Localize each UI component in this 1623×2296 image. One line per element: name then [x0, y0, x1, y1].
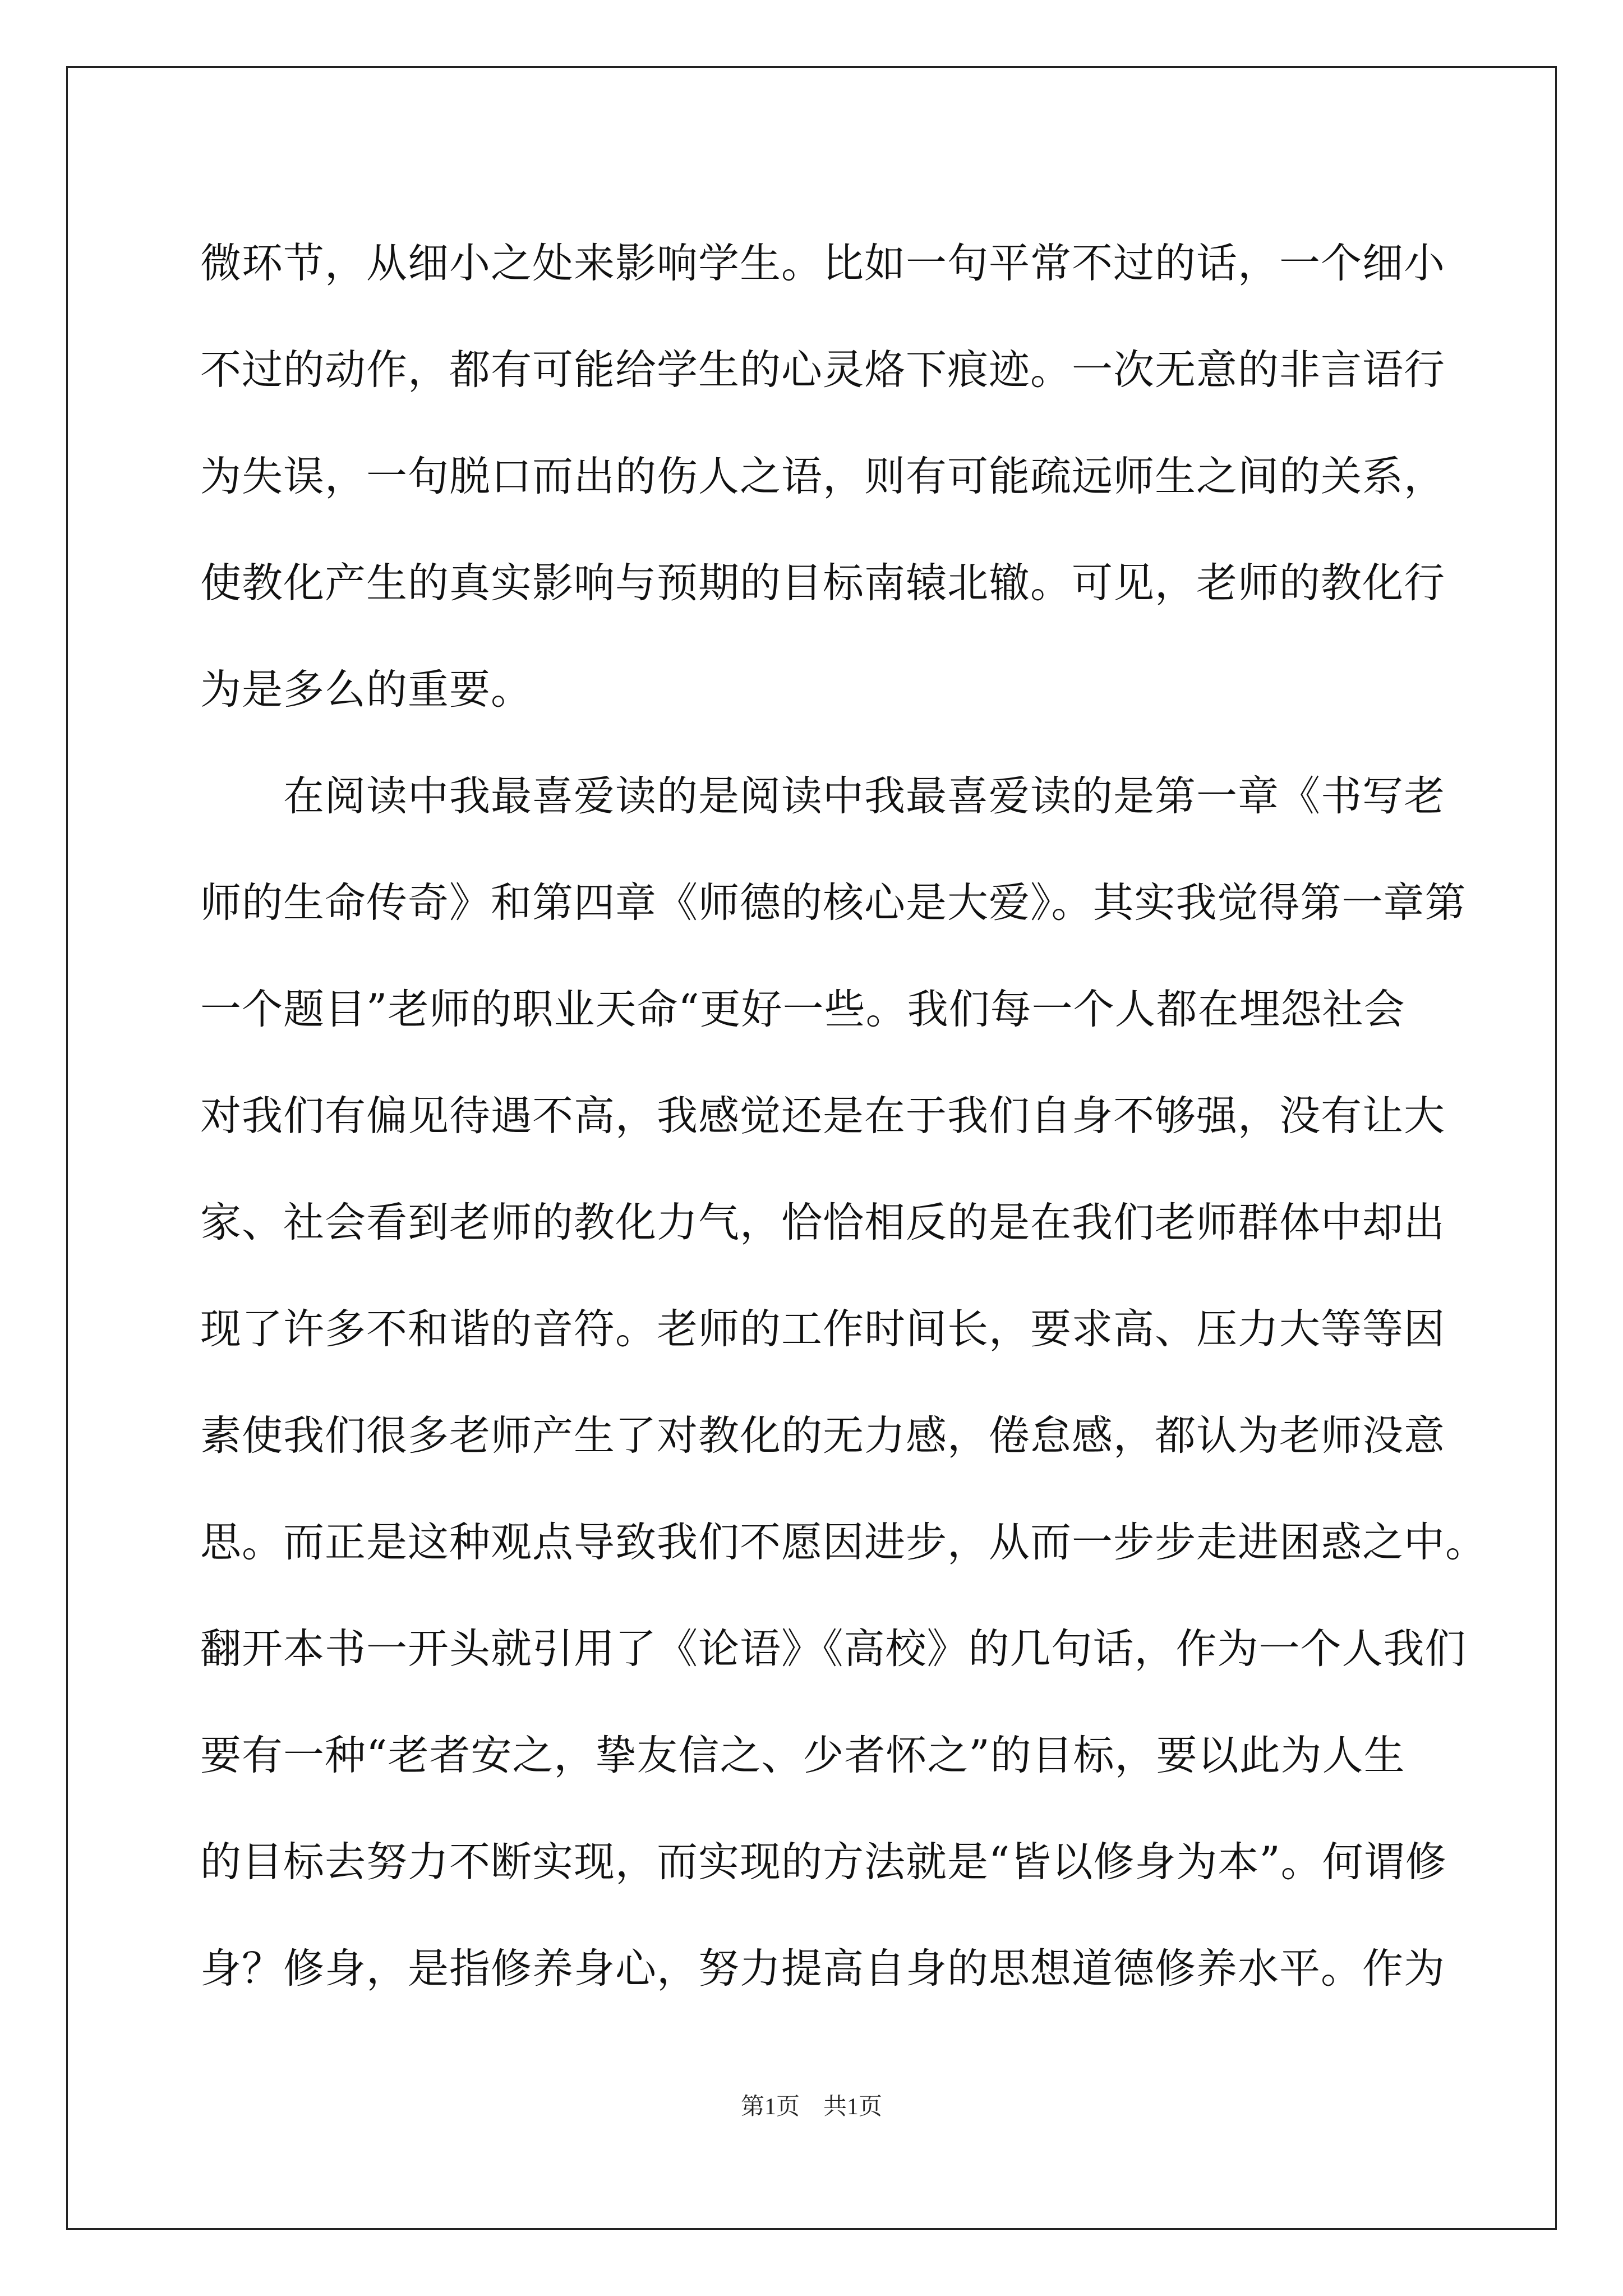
text-line: 为失误，一句脱口而出的伤人之语，则有可能疏远师生之间的关系， [200, 453, 1445, 500]
text-line: 身？修身，是指修养身心，努力提高自身的思想道德修养水平。作为 [200, 1945, 1445, 1993]
text-line: 一个题目”老师的职业天命“更好一些。我们每一个人都在埋怨社会 [200, 986, 1405, 1033]
text-line: 现了许多不和谐的音符。老师的工作时间长，要求高、压力大等等因 [200, 1305, 1445, 1353]
text-line: 思。而正是这种观点导致我们不愿因进步，从而一步步走进困惑之中。 [200, 1519, 1487, 1566]
text-line: 的目标去努力不断实现，而实现的方法就是“皆以修身为本”。何谓修 [200, 1838, 1447, 1886]
text-line: 对我们有偏见待遇不高，我感觉还是在于我们自身不够强，没有让大 [200, 1092, 1445, 1140]
text-line: 素使我们很多老师产生了对教化的无力感，倦怠感，都认为老师没意 [200, 1412, 1445, 1460]
text-line: 使教化产生的真实影响与预期的目标南辕北辙。可见，老师的教化行 [200, 559, 1445, 607]
text-line: 家、社会看到老师的教化力气，恰恰相反的是在我们老师群体中却出 [200, 1199, 1445, 1246]
text-line: 为是多么的重要。 [200, 666, 532, 714]
page-footer: 第1页 共1页 [740, 2094, 882, 2120]
text-line: 师的生命传奇》和第四章《师德的核心是大爱》。其实我觉得第一章第 [200, 879, 1467, 927]
text-line: 不过的动作，都有可能给学生的心灵烙下痕迹。一次无意的非言语行 [200, 346, 1445, 394]
text-line: 在阅读中我最喜爱读的是阅读中我最喜爱读的是第一章《书写老 [200, 772, 1445, 820]
text-line: 翻开本书一开头就引用了《论语》《高校》的几句话，作为一个人我们 [200, 1625, 1467, 1673]
text-line: 微环节，从细小之处来影响学生。比如一句平常不过的话，一个细小 [200, 240, 1445, 287]
text-line: 要有一种“老者安之，挚友信之、少者怀之”的目标，要以此为人生 [200, 1732, 1405, 1779]
document-body [200, 210, 1487, 2022]
